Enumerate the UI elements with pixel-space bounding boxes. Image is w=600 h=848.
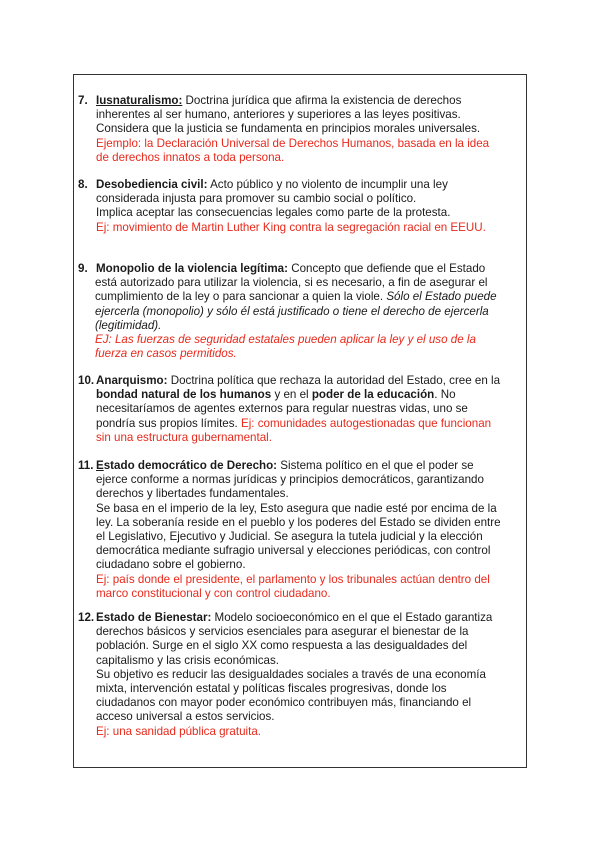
item-number: 7. xyxy=(78,94,88,107)
definition-desobediencia-civil xyxy=(78,178,518,235)
example-text: sin una estructura gubernamental. xyxy=(96,430,272,444)
example-text: Ej: comunidades autogestionadas que funcionan xyxy=(241,416,492,430)
bold-phrase: poder de la educación xyxy=(311,388,435,402)
definition-text: inherentes al ser humano, anteriores y superiores a las leyes positivas. xyxy=(96,108,461,122)
definition-text: mixta, intervención estatal y políticas fiscales progresivas, donde los xyxy=(96,682,447,696)
definition-text: pondría sus propios límites. xyxy=(96,416,241,430)
definition-text: capitalismo y las crisis económicas. xyxy=(96,653,279,667)
item-number: 12. xyxy=(78,611,95,624)
definition-text: Considera que la justicia se fundamenta en principios morales universales. xyxy=(96,122,481,136)
definition-text: necesitaríamos de agentes externos para regular nuestras vidas, uno se xyxy=(96,402,468,416)
definition-iusnaturalismo xyxy=(78,94,518,165)
definition-text: el Legislativo, Ejecutivo y Judicial. Se asegura la tutela judicial y la elección xyxy=(96,530,483,544)
italic-text: (legitimidad). xyxy=(95,318,162,332)
term: Monopolio de la violencia legítima: xyxy=(96,262,288,275)
definition-text: y en el xyxy=(271,388,312,402)
definition-text: está autorizado para utilizar la violencia, si es necesario, a fin de asegurar el xyxy=(95,276,488,290)
definition-text: Modelo socioeconómico en el que el Estado garantiza xyxy=(211,611,493,624)
example-text: Ej: una sanidad pública gratuita. xyxy=(96,724,262,738)
italic-text: ejercerla (monopolio) y sólo él está justificado o tiene el derecho de ejercerla xyxy=(95,304,489,318)
definition-monopolio-violencia xyxy=(78,262,518,361)
term-initial: E xyxy=(96,459,104,472)
definition-text: ciudadano sobre el gobierno. xyxy=(96,558,246,572)
definition-text: Doctrina política que rechaza la autoridad del Estado, cree en la xyxy=(167,374,501,387)
example-text: fuerza en casos permitidos. xyxy=(95,347,237,361)
example-text: Ejemplo: la Declaración Universal de Derechos Humanos, basada en la idea xyxy=(96,136,490,150)
bold-phrase: bondad natural de los humanos xyxy=(96,388,272,402)
example-text: Ej: país donde el presidente, el parlamento y los tribunales actúan dentro del xyxy=(96,572,490,586)
definition-text: Se basa en el imperio de la ley, Esto asegura que nadie esté por encima de la xyxy=(96,501,497,515)
definition-text: . No xyxy=(434,388,456,402)
term: Iusnaturalismo: xyxy=(96,94,183,107)
definition-text: Su objetivo es reducir las desigualdades sociales a través de una economía xyxy=(96,667,486,681)
definition-estado-democratico xyxy=(78,459,518,601)
definition-text: ciudadanos con mayor poder económico contribuyen más, financiando el xyxy=(96,696,472,710)
example-text: marco constitucional y con control ciudadano. xyxy=(96,586,331,600)
definition-text: Implica aceptar las consecuencias legales como parte de la protesta. xyxy=(96,206,451,220)
item-number: 11. xyxy=(78,459,94,472)
definition-text: Acto público y no violento de incumplir una ley xyxy=(207,178,448,191)
item-number: 10. xyxy=(78,374,95,387)
definition-text: derechos y libertades fundamentales. xyxy=(96,487,289,501)
example-text: de derechos innatos a toda persona. xyxy=(96,150,285,164)
definition-text: acceso universal a estos servicios. xyxy=(96,710,275,724)
italic-text: Sólo el Estado puede xyxy=(386,290,497,304)
example-text: EJ: Las fuerzas de seguridad estatales pueden aplicar la ley y el uso de la xyxy=(95,333,476,347)
item-number: 8. xyxy=(78,178,88,191)
definition-text: cumplimiento de la ley o para sancionar a quien la viole. xyxy=(95,290,387,304)
term: stado democrático de Derecho: xyxy=(103,459,278,472)
definition-estado-bienestar xyxy=(78,611,518,739)
definition-text: población. Surge en el siglo XX como respuesta a las desigualdades del xyxy=(96,639,468,653)
definition-text: derechos básicos y servicios esenciales para asegurar el bienestar de la xyxy=(96,625,469,639)
definition-text: ejerce conforme a normas jurídicas y principios democráticos, garantizando xyxy=(96,473,484,487)
item-number: 9. xyxy=(78,262,88,275)
definition-text: Concepto que defiende que el Estado xyxy=(287,262,486,275)
definition-text: Sistema político en el que el poder se xyxy=(277,459,474,472)
term: Estado de Bienestar: xyxy=(96,611,212,624)
definition-text: democrática mediante sufragio universal y elecciones periódicas, con control xyxy=(96,544,491,558)
definition-text: Doctrina jurídica que afirma la existencia de derechos xyxy=(182,94,462,107)
term: Desobediencia civil: xyxy=(96,178,208,191)
term: Anarquismo: xyxy=(96,374,168,387)
definition-anarquismo xyxy=(78,374,518,445)
definition-text: considerada injusta para promover su cambio social o político. xyxy=(96,192,417,206)
example-text: Ej: movimiento de Martin Luther King contra la segregación racial en EEUU. xyxy=(96,220,486,234)
definition-text: ley. La soberanía reside en el pueblo y los poderes del Estado se dividen entre xyxy=(96,515,501,529)
